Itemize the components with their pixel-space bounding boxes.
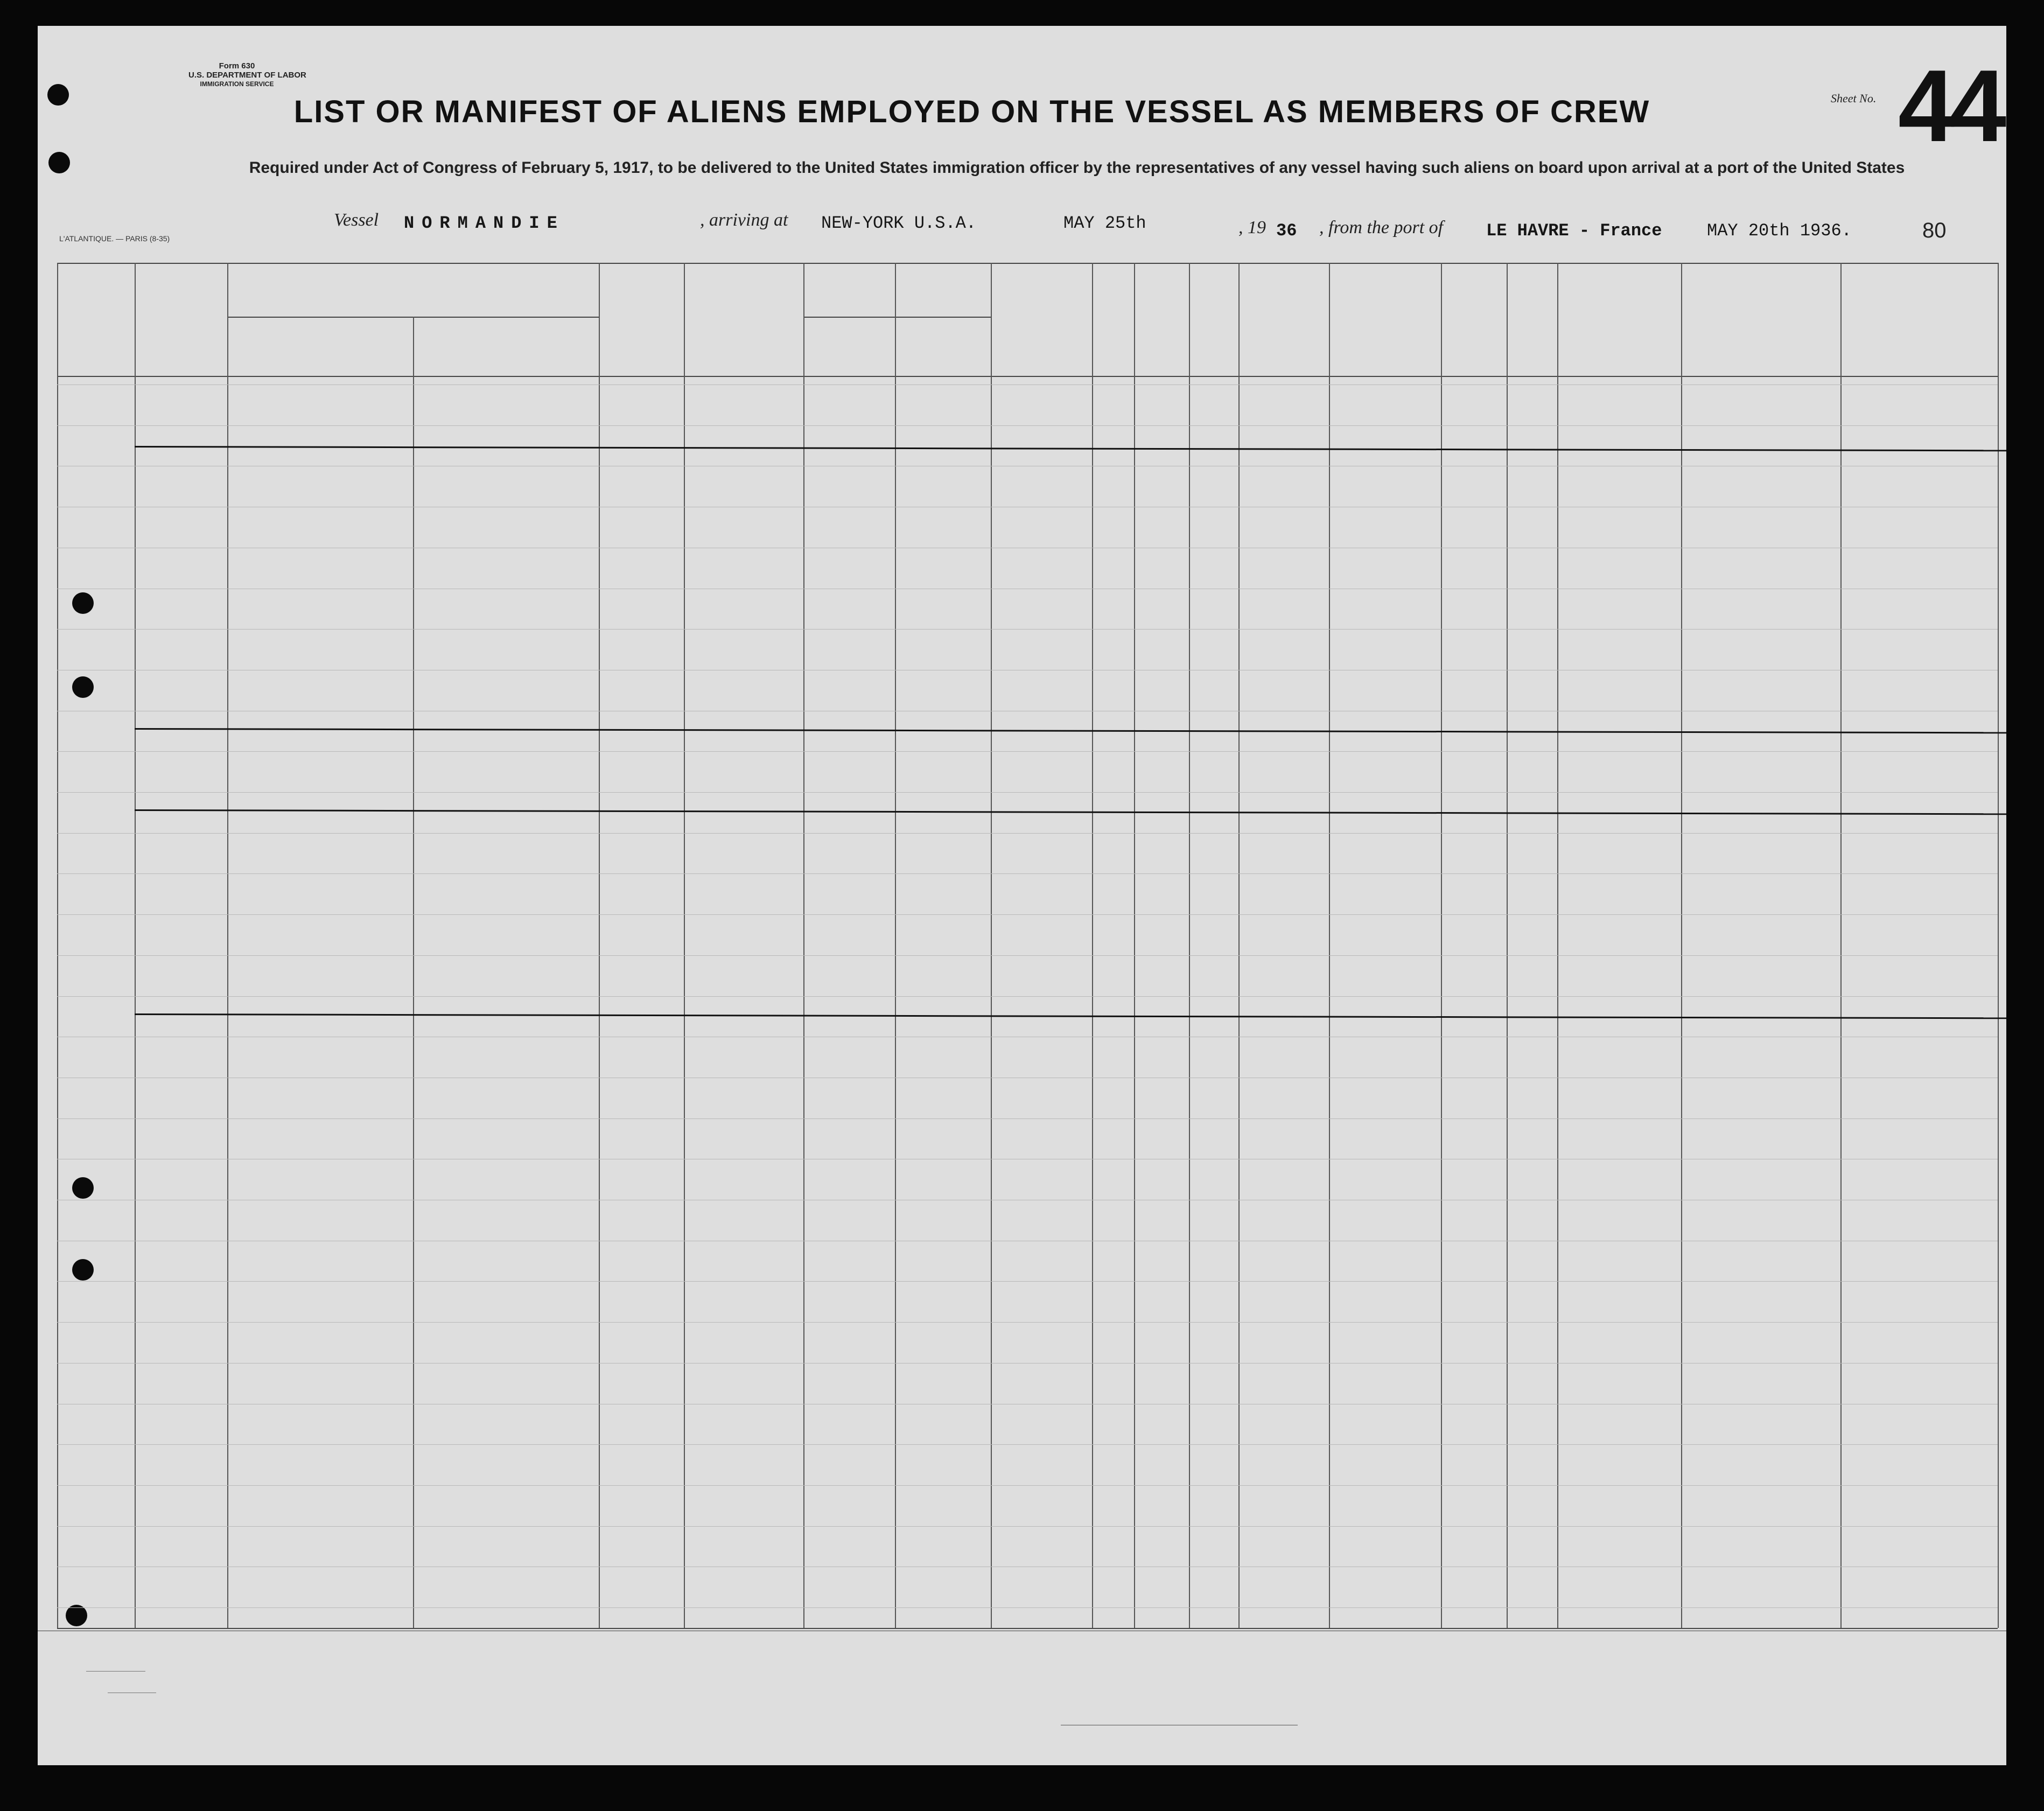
row-rule <box>57 1281 1998 1282</box>
sheet-number: 44 <box>1898 49 2001 163</box>
row-rule <box>57 629 1998 630</box>
from-label: , from the port of <box>1319 218 1444 237</box>
column-divider <box>1092 263 1093 1628</box>
arriving-port: NEW-YORK U.S.A. <box>821 213 977 233</box>
strike-through-line <box>135 809 2006 815</box>
row-rule <box>57 1444 1998 1445</box>
subtitle: Required under Act of Congress of February 5, 1917, to be delivered to the United States immigration officer by the representatives of any vessel having such aliens on board upon arrival at a port of the United States <box>249 159 1905 177</box>
column-divider <box>599 263 600 1628</box>
column-divider <box>1840 263 1842 1628</box>
row-rule <box>57 1322 1998 1323</box>
row-rule <box>57 1485 1998 1486</box>
document-title: LIST OR MANIFEST OF ALIENS EMPLOYED ON THE VESSEL AS MEMBERS OF CREW <box>293 94 1650 129</box>
printer-mark: L'ATLANTIQUE. — PARIS (8-35) <box>59 234 170 243</box>
form-line: U.S. DEPARTMENT OF LABOR <box>188 71 306 80</box>
arrival-date: MAY 25th <box>1063 213 1146 233</box>
column-divider <box>1681 263 1682 1628</box>
line-blank <box>86 1671 145 1672</box>
column-divider <box>1998 263 1999 1628</box>
column-divider <box>1441 263 1442 1628</box>
row-rule <box>57 914 1998 915</box>
row-rule <box>57 751 1998 752</box>
row-rule <box>57 425 1998 426</box>
column-divider <box>991 263 992 1628</box>
punch-hole <box>72 592 94 614</box>
row-rule <box>57 833 1998 834</box>
row-rule <box>57 873 1998 874</box>
row-rule <box>57 792 1998 793</box>
year-label: , 19 <box>1238 218 1266 237</box>
column-divider <box>1134 263 1135 1628</box>
strike-through-line <box>135 446 2006 451</box>
column-divider <box>1329 263 1330 1628</box>
table-top-rule <box>57 263 1998 264</box>
row-rule <box>57 996 1998 997</box>
column-divider <box>1507 263 1508 1628</box>
row-rule <box>57 384 1998 385</box>
row-rule <box>57 1607 1998 1608</box>
header-bottom-rule <box>57 376 1998 377</box>
column-divider <box>57 263 58 1628</box>
manifest-sheet <box>38 26 2006 1765</box>
margin-number: 80 <box>1922 219 1947 242</box>
column-divider <box>1557 263 1558 1628</box>
column-divider <box>135 263 136 1628</box>
column-divider <box>684 263 685 1628</box>
form-line: Form 630 <box>219 61 255 71</box>
punch-hole <box>48 152 70 173</box>
year-value: 36 <box>1276 221 1297 241</box>
row-rule <box>57 1363 1998 1364</box>
punch-hole <box>66 1605 87 1626</box>
strike-through-line <box>135 728 2006 733</box>
row-rule <box>57 1526 1998 1527</box>
arriving-label: , arriving at <box>700 210 788 230</box>
name-split-divider <box>413 317 414 1628</box>
from-port: LE HAVRE - France <box>1486 221 1662 241</box>
row-rule <box>57 1118 1998 1119</box>
punch-hole <box>72 1259 94 1281</box>
shipped-subheader-rule <box>803 317 991 318</box>
punch-hole <box>72 676 94 698</box>
vessel-label: Vessel <box>334 210 379 230</box>
strike-through-line <box>135 1013 2006 1019</box>
column-divider <box>227 263 228 1628</box>
table-bottom-rule <box>57 1628 1998 1629</box>
column-divider <box>1189 263 1190 1628</box>
form-line: IMMIGRATION SERVICE <box>200 80 274 88</box>
sheet-label: Sheet No. <box>1831 92 1877 105</box>
column-divider <box>1238 263 1240 1628</box>
punch-hole <box>72 1177 94 1199</box>
row-rule <box>57 955 1998 956</box>
shipped-split-divider <box>895 317 896 1628</box>
form-number-block <box>188 61 306 89</box>
vessel-name: NORMANDIE <box>404 213 565 233</box>
departure-date: MAY 20th 1936. <box>1707 221 1852 241</box>
column-divider <box>803 263 804 1628</box>
